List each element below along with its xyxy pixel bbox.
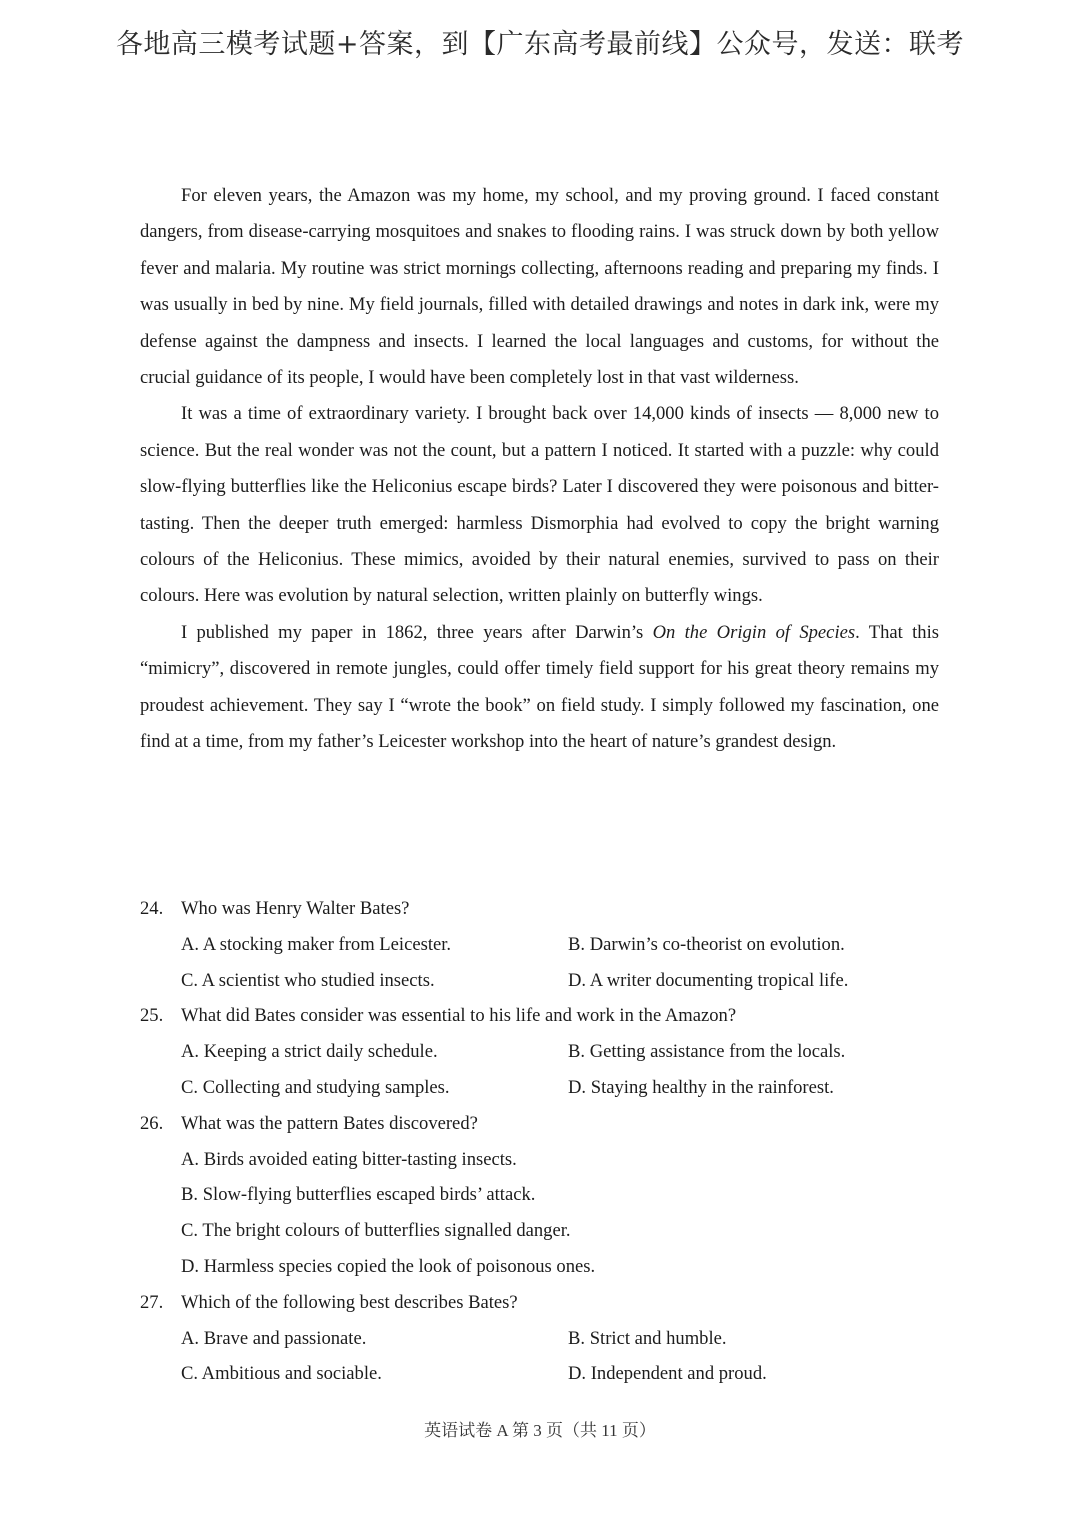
question-24 bbox=[140, 891, 939, 998]
option-d: D. A writer documenting tropical life. bbox=[568, 969, 849, 991]
option-d: D. Harmless species copied the look of poisonous ones. bbox=[181, 1255, 596, 1277]
question-25 bbox=[140, 998, 939, 1105]
passage-paragraph-3 bbox=[140, 615, 939, 761]
question-text: Who was Henry Walter Bates? bbox=[181, 898, 410, 919]
option-a: A. Keeping a strict daily schedule. bbox=[181, 1041, 438, 1063]
question-stem bbox=[140, 1285, 939, 1321]
question-list bbox=[140, 891, 939, 1392]
option-a: A. A stocking maker from Leicester. bbox=[181, 933, 452, 955]
option-b: B. Slow-flying butterflies escaped birds’ attack. bbox=[181, 1184, 536, 1206]
option-b: B. Strict and humble. bbox=[568, 1327, 727, 1349]
question-text: What was the pattern Bates discovered? bbox=[181, 1112, 478, 1134]
passage-paragraph-2: It was a time of extraordinary variety. I brought back over 14,000 kinds of insects — 8,000 new to science. But the real wonder was not the count, but a pattern I noticed. It started with a puzzle: why could slow-flying butterflies like the Heliconius escape birds? Later I discovered they were poisonous and bitter-tasting. Then the deeper truth emerged: harmless Dismorphia had evolved to copy the bright warning colours of the Heliconius. These mimics, avoided by their natural enemies, survived to pass on their colours. Here was evolution by natural selection, written plainly on butterfly wings. bbox=[140, 403, 939, 607]
question-26 bbox=[140, 1106, 939, 1285]
option-a: A. Brave and passionate. bbox=[181, 1327, 367, 1349]
option-row bbox=[140, 1070, 939, 1106]
promo-banner: 各地高三模考试题+答案，到【广东高考最前线】公众号，发送：联考 bbox=[115, 29, 965, 60]
question-stem bbox=[140, 891, 939, 927]
question-text: What did Bates consider was essential to his life and work in the Amazon? bbox=[181, 1005, 737, 1027]
option-row bbox=[140, 1034, 939, 1070]
passage-paragraph-1: For eleven years, the Amazon was my home, my school, and my proving ground. I faced constant dangers, from disease-carrying mosquitoes and snakes to flooding rains. I was struck down by both yellow fever and malaria. My routine was strict mornings collecting, afternoons reading and preparing my finds. I was usually in bed by nine. My field journals, filled with detailed drawings and notes in dark ink, were my defense against the dampness and insects. I learned the local languages and customs, for without the crucial guidance of its people, I would have been completely lost in that vast wilderness. bbox=[140, 185, 939, 389]
option-b: B. Getting assistance from the locals. bbox=[568, 1041, 846, 1063]
question-stem bbox=[140, 998, 939, 1034]
option-row bbox=[140, 927, 939, 963]
question-text: Which of the following best describes Bates? bbox=[181, 1291, 518, 1313]
book-title: On the Origin of Species bbox=[652, 621, 856, 643]
question-number: 26. bbox=[140, 1112, 164, 1134]
option-c: C. Collecting and studying samples. bbox=[181, 1076, 450, 1098]
option-d: D. Staying healthy in the rainforest. bbox=[568, 1076, 834, 1098]
option-a: A. Birds avoided eating bitter-tasting insects. bbox=[181, 1148, 517, 1170]
question-number: 25. bbox=[140, 1005, 164, 1027]
option-c: C. The bright colours of butterflies signalled danger. bbox=[181, 1220, 571, 1242]
question-number: 24. bbox=[140, 898, 164, 919]
option-row bbox=[140, 1321, 939, 1357]
reading-passage bbox=[140, 178, 939, 761]
option-b: B. Darwin’s co-theorist on evolution. bbox=[568, 933, 845, 955]
question-stem bbox=[140, 1106, 939, 1142]
question-27 bbox=[140, 1285, 939, 1392]
paragraph-3-text-before: I published my paper in 1862, three years after Darwin’s bbox=[181, 621, 653, 643]
paragraph-3-text-after: . That this “mimicry”, discovered in remote jungles, could offer timely field support for his great theory remains my proudest achievement. They say I “wrote the book” on field study. I simply followed my fascination, one find at a time, from my father’s Leicester workshop into the heart of nature’s grandest design. bbox=[140, 621, 939, 753]
option-row bbox=[140, 1356, 939, 1392]
option-c: C. A scientist who studied insects. bbox=[181, 969, 435, 991]
option-c: C. Ambitious and sociable. bbox=[181, 1363, 382, 1385]
question-number: 27. bbox=[140, 1291, 164, 1313]
page-footer: 英语试卷 A 第 3 页（共 11 页） bbox=[424, 1421, 656, 1440]
option-row bbox=[140, 963, 939, 999]
option-d: D. Independent and proud. bbox=[568, 1363, 767, 1385]
